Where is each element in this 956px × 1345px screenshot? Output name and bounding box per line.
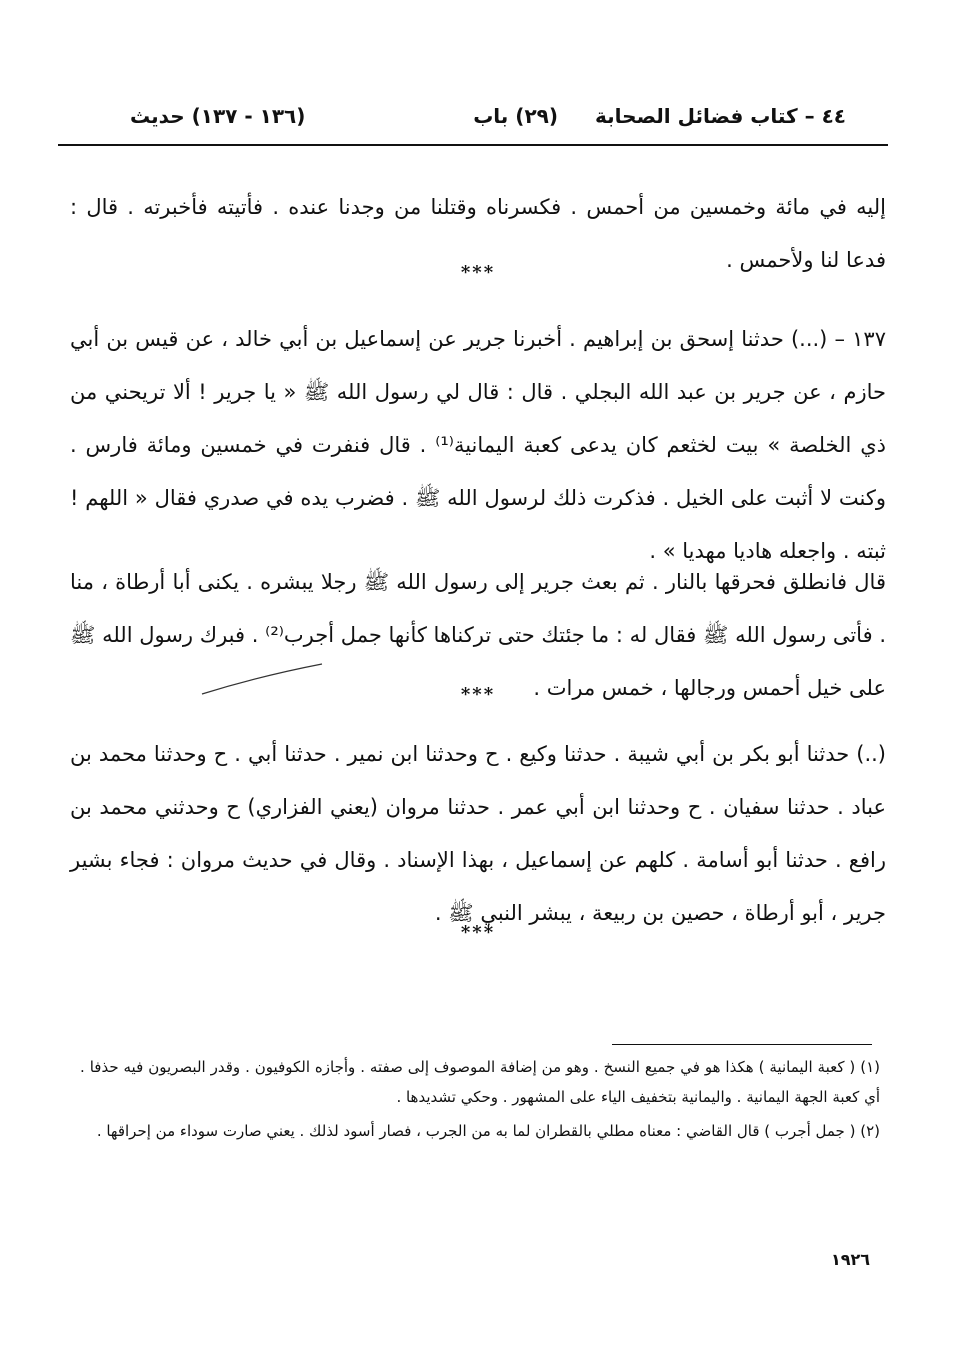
footnotes bbox=[80, 1052, 880, 1150]
header-hadith-range: (١٣٦ - ١٣٧) حديث bbox=[130, 104, 306, 128]
footnote-rule bbox=[612, 1044, 872, 1045]
paragraph-isnad: (..) حدثنا أبو بكر بن أبي شيبة . حدثنا وكيع . ح وحدثنا ابن نمير . حدثنا أبي . ح وحدثنا محمد بن عباد . حدثنا سفيان . ح وحدثنا ابن أبي عمر . حدثنا مروان (يعني الفزاري) ح وحدثني محمد بن رافع . حدثنا أبو أسامة . كلهم عن إسماعيل ، بهذا الإسناد . وقال في حديث مروان : فجاء بشير جرير ، أبو أرطاة ، حصين بن ربيعة ، يبشر النبي ﷺ . bbox=[70, 742, 886, 925]
page-number: ١٩٢٦ bbox=[830, 1250, 870, 1269]
separator-stars: *** bbox=[460, 684, 496, 705]
paragraph-continuation: إليه في مائة وخمسين من أحمس . فكسرناه وقتلنا من وجدنا عنده . فأتيته فأخبرته . قال : فدعا لنا ولأحمس . bbox=[70, 195, 886, 272]
header-section: (٢٩) باب bbox=[473, 104, 558, 128]
running-header bbox=[60, 100, 886, 140]
footnote-2: (٢) ( جمل أجرب ) قال القاضي : معناه مطلي بالقطران لما به من الجرب ، فصار أسود لذلك . يعني صارت سوداء من إحراقها . bbox=[96, 1122, 880, 1140]
footnote-1: (١) ( كعبة اليمانية ) هكذا هو في جميع النسخ . وهو من إضافة الموصوف إلى صفته . وأجازه الكوفيون . وقدر البصريون فيه حذفا . أي كعبة الجهة اليمانية . واليمانية بتخفيف الياء على المشهور . وحكي تشديدها . bbox=[80, 1058, 880, 1106]
paragraph-hadith-137: ١٣٧ – (...) حدثنا إسحق بن إبراهيم . أخبرنا جرير عن إسماعيل بن أبي خالد ، عن قيس بن أبي حازم ، عن جرير بن عبد الله البجلي . قال : قال لي رسول الله ﷺ « يا جرير ! ألا تريحني من ذي الخلصة » بيت لخثعم كان يدعى كعبة اليمانية⁽¹⁾ . قال فنفرت في خمسين ومائة فارس . وكنت لا أثبت على الخيل . فذكرت ذلك لرسول الله ﷺ . فضرب يده في صدري فقال « اللهم ! ثبته . واجعله هاديا مهديا » . bbox=[70, 327, 886, 563]
header-chapter-title: ٤٤ – كتاب فضائل الصحابة bbox=[595, 104, 846, 128]
separator-stars: *** bbox=[460, 922, 496, 943]
header-rule bbox=[58, 144, 888, 146]
separator-stars: *** bbox=[460, 262, 496, 283]
paragraph-hadith-137-continued: قال فانطلق فحرقها بالنار . ثم بعث جرير إلى رسول الله ﷺ رجلا يبشره . يكنى أبا أرطاة ، منا . فأتى رسول الله ﷺ فقال له : ما جئتك حتى تركناها كأنها جمل أجرب⁽²⁾ . فبرك رسول الله ﷺ على خيل أحمس ورجالها ، خمس مرات . bbox=[70, 570, 886, 700]
